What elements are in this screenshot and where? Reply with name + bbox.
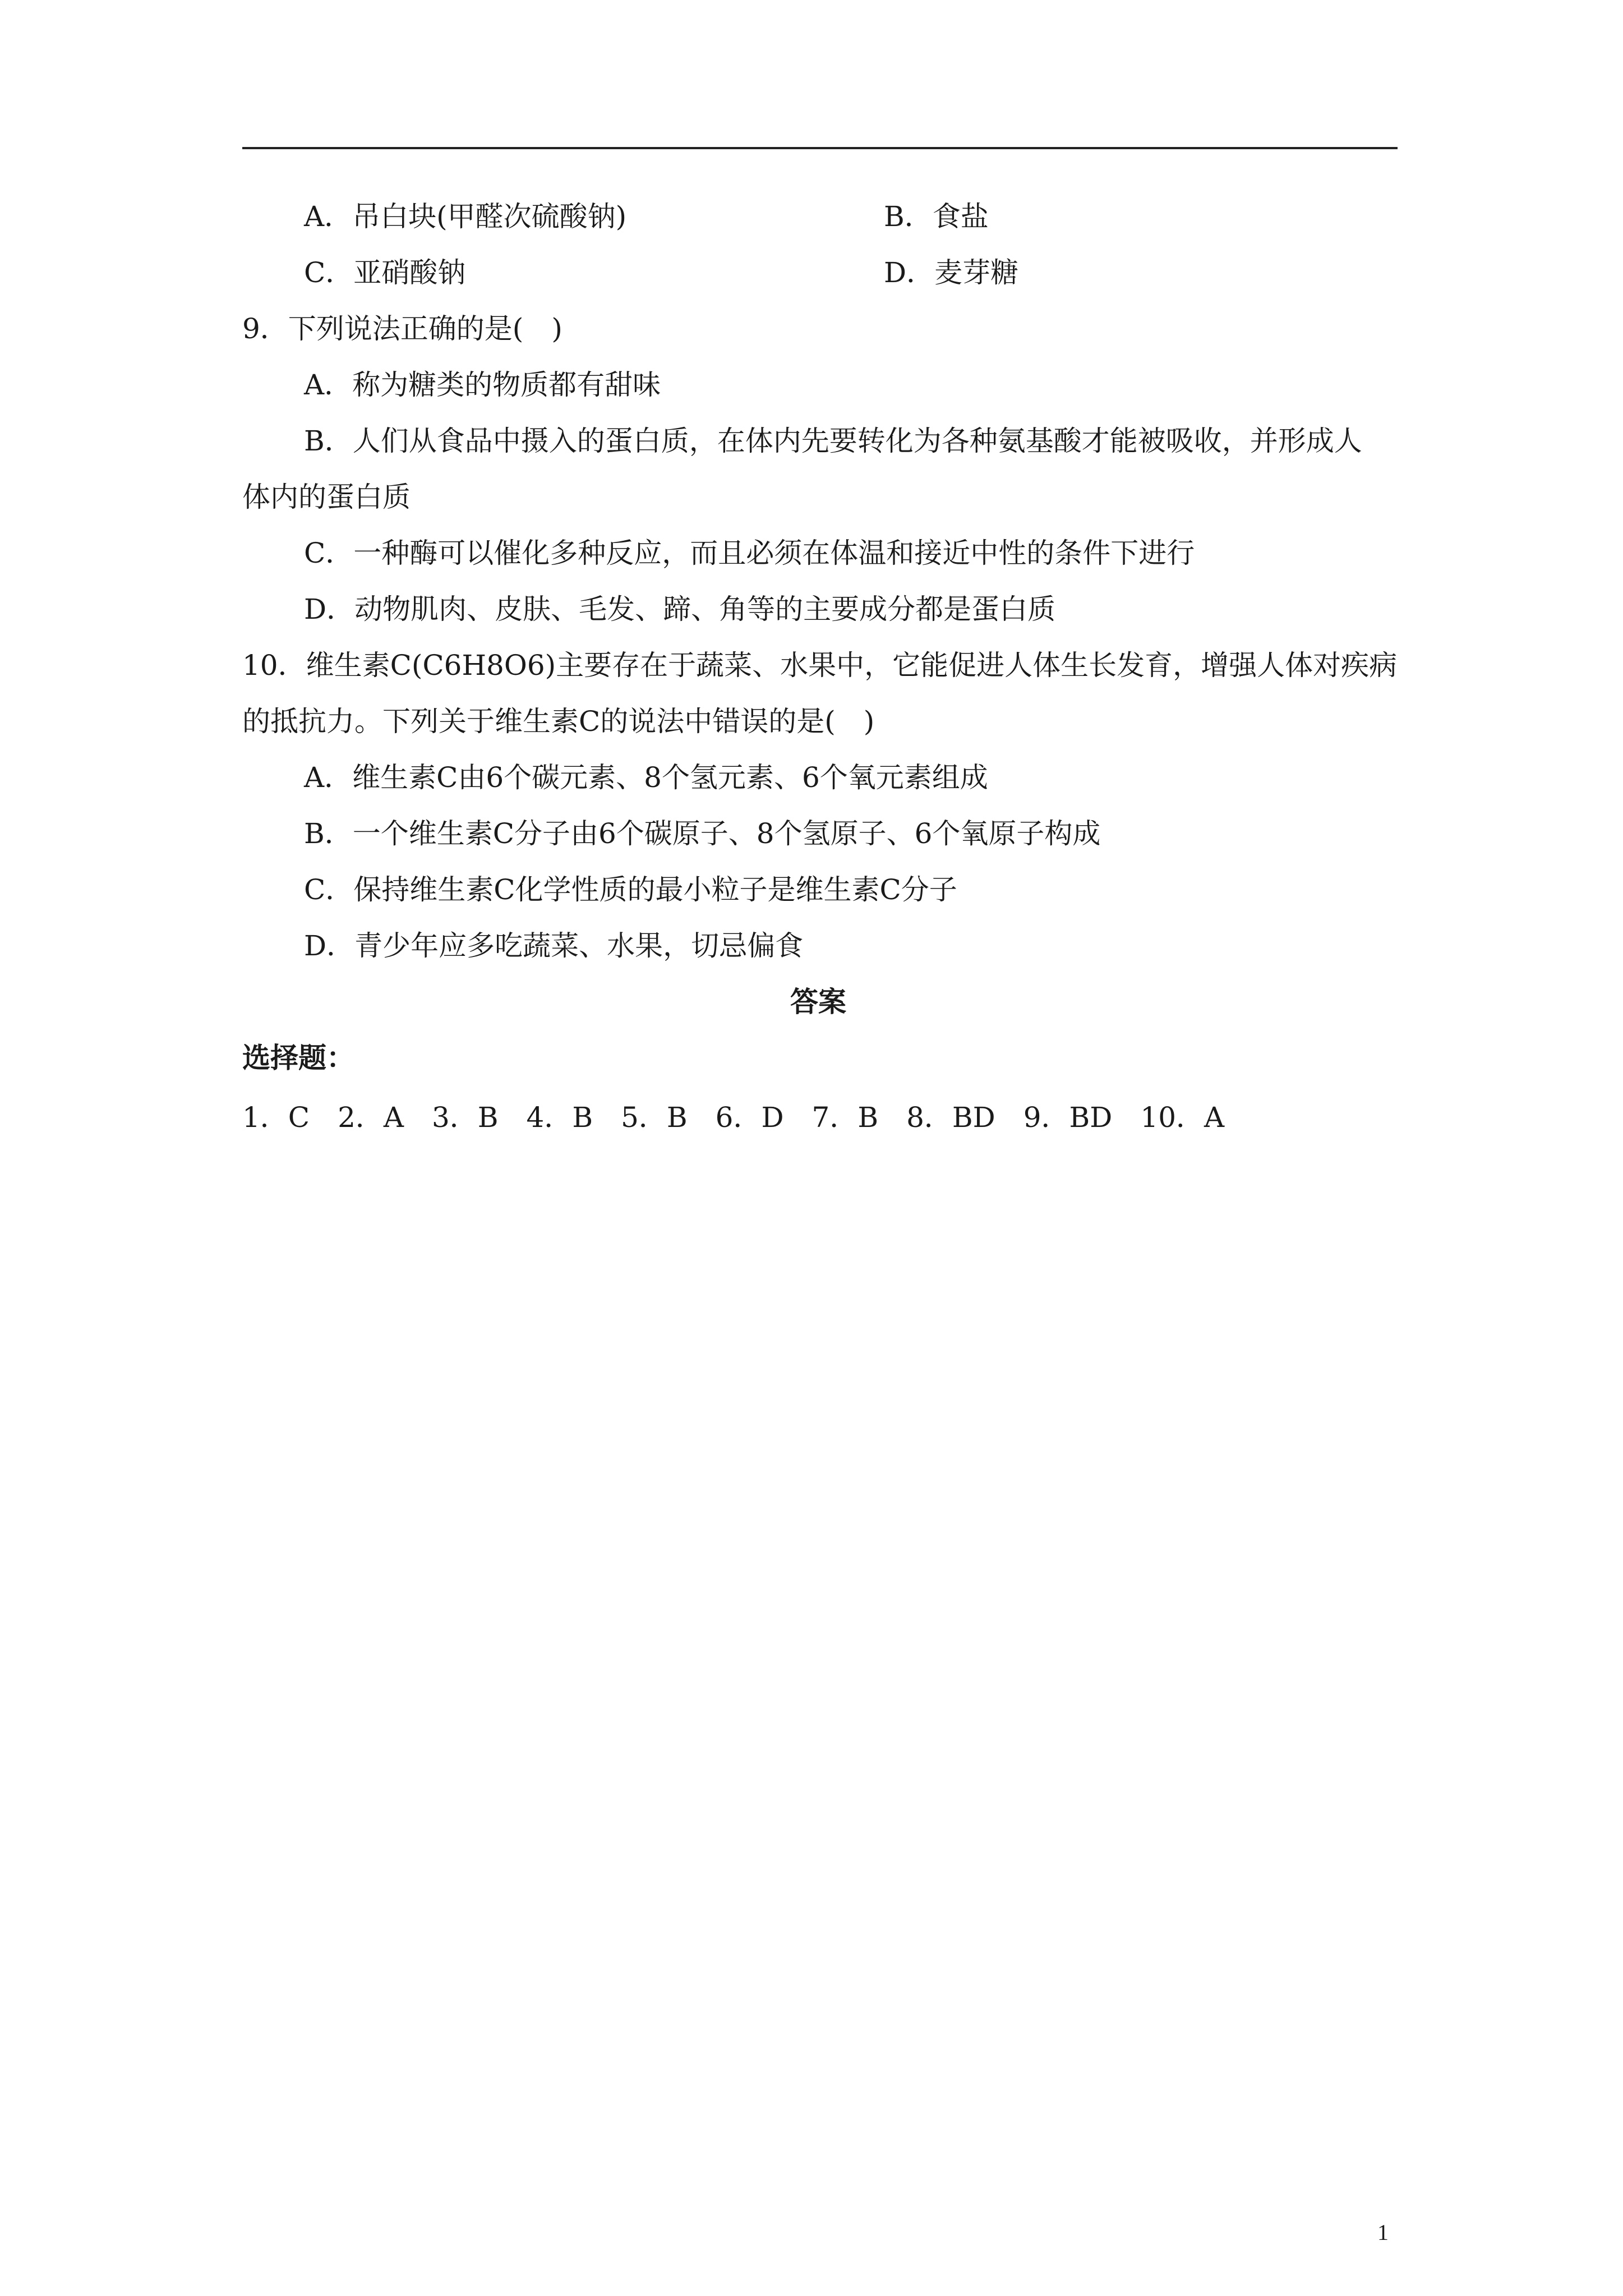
q9-option-a: A．称为糖类的物质都有甜味	[304, 369, 661, 401]
q8-option-c: C．亚硝酸钠	[304, 256, 466, 289]
q9-option-b-line1: B．人们从食品中摄入的蛋白质，在体内先要转化为各种氨基酸才能被吸收，并形成人	[304, 425, 1362, 457]
page-number: 1	[1377, 2220, 1389, 2245]
q9-option-b-line2: 体内的蛋白质	[242, 481, 411, 513]
answers-heading: 答案	[790, 985, 846, 1018]
q8-option-a: A．吊白块(甲醛次硫酸钠)	[304, 200, 627, 233]
q9-stem: 9．下列说法正确的是( )	[242, 312, 562, 345]
q9-option-d: D．动物肌肉、皮肤、毛发、蹄、角等的主要成分都是蛋白质	[304, 593, 1056, 625]
q9-option-c: C．一种酶可以催化多种反应，而且必须在体温和接近中性的条件下进行	[304, 537, 1195, 569]
q8-option-d: D．麦芽糖	[884, 256, 1019, 289]
header-rule	[242, 147, 1398, 149]
q10-option-b: B．一个维生素C分子由6个碳原子、8个氢原子、6个氧原子构成	[304, 817, 1101, 850]
q10-stem-line2: 的抵抗力。下列关于维生素C的说法中错误的是( )	[242, 705, 875, 738]
q10-option-a: A．维生素C由6个碳元素、8个氢元素、6个氧元素组成	[304, 761, 988, 794]
q10-stem-line1: 10．维生素C(C6H8O6)主要存在于蔬菜、水果中，它能促进人体生长发育，增强人体对疾病	[242, 649, 1398, 682]
answers-section-label: 选择题：	[242, 1041, 354, 1074]
answers-list: 1．C 2．A 3．B 4．B 5．B 6．D 7．B 8．BD 9．BD 10．A	[242, 1101, 1225, 1134]
q8-option-b: B．食盐	[884, 200, 989, 233]
q10-option-d: D．青少年应多吃蔬菜、水果，切忌偏食	[304, 930, 804, 962]
q10-option-c: C．保持维生素C化学性质的最小粒子是维生素C分子	[304, 873, 957, 906]
